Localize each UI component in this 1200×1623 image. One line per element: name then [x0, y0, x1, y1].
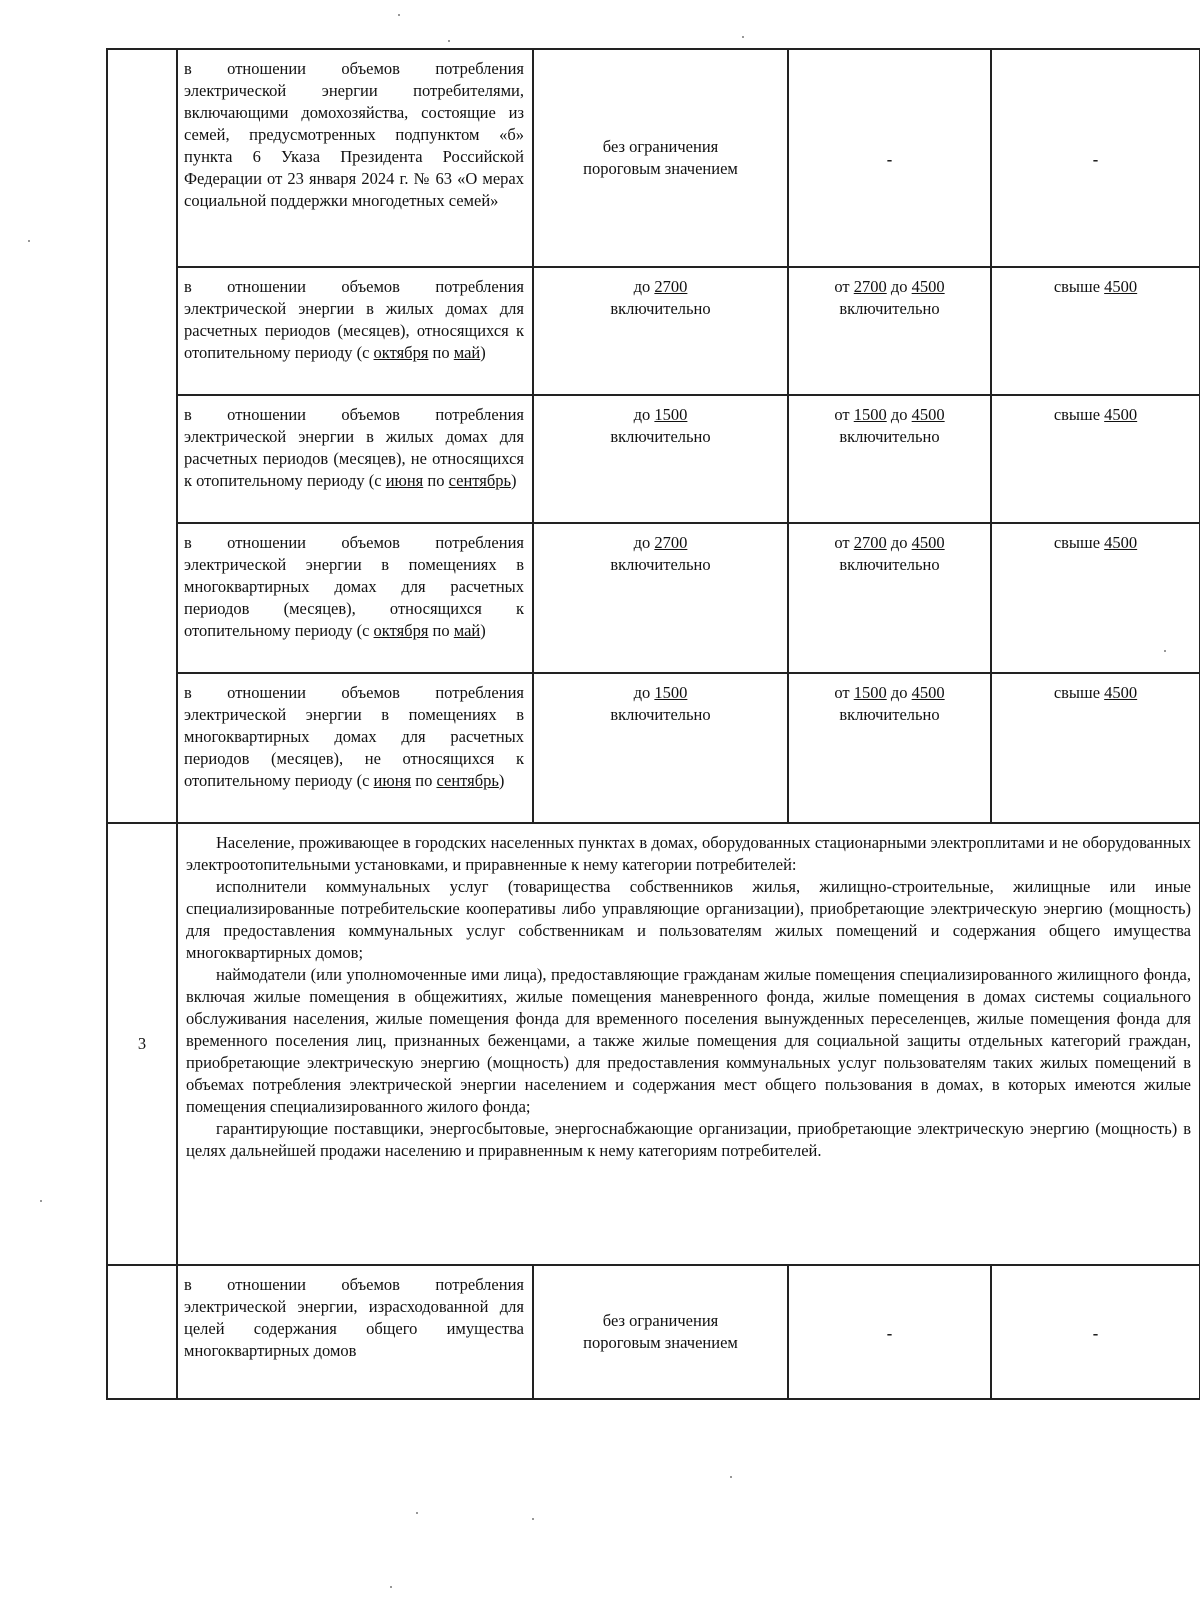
range-2-cell: от 1500 до 4500 включительно: [788, 395, 991, 523]
range-2-cell: от 1500 до 4500 включительно: [788, 673, 991, 823]
range-3-cell: -: [991, 49, 1200, 267]
range-1-cell: до 2700 включительно: [533, 267, 788, 395]
paragraph: исполнители коммунальных услуг (товарищества собственников жилья, жилищно-строительные, жилищные или иные специализированные потребительские кооперативы либо управляющие организации), приобретающие электрическую энергию (мощность) для предоставления коммунальных услуг собственникам и пользователям жилых помещений и содержания общего имущества многоквартирных домов;: [186, 877, 1191, 962]
table-row: [107, 673, 1200, 823]
table-row: [107, 395, 1200, 523]
scan-speck: [730, 1476, 732, 1478]
range-3-cell: свыше 4500: [991, 267, 1200, 395]
consumption-description: в отношении объемов потребления электрической энергии в помещениях в многоквартирных домах для расчетных периодов (месяцев), не относящихся к отопительному периоду (с июня по сентябрь): [177, 673, 533, 823]
range-3-cell: свыше 4500: [991, 523, 1200, 673]
consumption-description: в отношении объемов потребления электрической энергии в помещениях в многоквартирных домах для расчетных периодов (месяцев), относящихся к отопительному периоду (с октября по май): [177, 523, 533, 673]
range-1-cell: без ограничения пороговым значением: [533, 1265, 788, 1399]
range-3-cell: свыше 4500: [991, 395, 1200, 523]
range-3-cell: -: [991, 1265, 1200, 1399]
table-row: [107, 1265, 1200, 1399]
range-1-cell: до 1500 включительно: [533, 673, 788, 823]
range-1-cell: до 2700 включительно: [533, 523, 788, 673]
range-1-cell: без ограничения пороговым значением: [533, 49, 788, 267]
row-number-cell: 3: [107, 823, 177, 1265]
row-number-cell: [107, 49, 177, 823]
consumption-description: в отношении объемов потребления электрической энергии, израсходованной для целей содержания общего имущества многоквартирных домов: [177, 1265, 533, 1399]
scan-speck: [398, 14, 400, 16]
scan-speck: [28, 240, 30, 242]
scan-speck: [390, 1586, 392, 1588]
section-3-description: [177, 823, 1200, 1265]
range-3-cell: свыше 4500: [991, 673, 1200, 823]
table-row: [107, 523, 1200, 673]
paragraph: наймодатели (или уполномоченные ими лица), предоставляющие гражданам жилые помещения специализированного жилищного фонда, включая жилые помещения в общежитиях, жилые помещения маневренного фонда, жилые помещения в домах системы социального обслуживания населения, жилые помещения фонда для временного поселения вынужденных переселенцев, жилые помещения фонда для временного поселения лиц, признанных беженцами, а также жилые помещения для социальной защиты отдельных категорий граждан, приобретающие электрическую энергию (мощность) для предоставления коммунальных услуг пользователям таких жилых помещений в объемах потребления электрической энергии населением и содержания мест общего пользования в домах, в которых имеются жилые помещения специализированного жилого фонда;: [186, 965, 1191, 1116]
scan-speck: [416, 1512, 418, 1514]
range-1-cell: до 1500 включительно: [533, 395, 788, 523]
table-row: [107, 49, 1200, 267]
row-number-cell: [107, 1265, 177, 1399]
tariff-table: [106, 48, 1200, 1400]
paragraph: гарантирующие поставщики, энергосбытовые, энергоснабжающие организации, приобретающие электрическую энергию (мощность) в целях дальнейшей продажи населению и приравненным к нему категориям потребителей.: [186, 1119, 1191, 1160]
scan-speck: [448, 40, 450, 42]
range-2-cell: от 2700 до 4500 включительно: [788, 523, 991, 673]
table-row: [107, 267, 1200, 395]
scan-speck: [742, 36, 744, 38]
scan-speck: [40, 1200, 42, 1202]
consumption-description: в отношении объемов потребления электрической энергии в жилых домах для расчетных периодов (месяцев), не относящихся к отопительному периоду (с июня по сентябрь): [177, 395, 533, 523]
range-2-cell: -: [788, 1265, 991, 1399]
paragraph: Население, проживающее в городских населенных пунктах в домах, оборудованных стационарными электроплитами и не оборудованных электроотопительными установками, и приравненные к нему категории потребителей:: [186, 833, 1191, 874]
consumption-description: в отношении объемов потребления электрической энергии в жилых домах для расчетных периодов (месяцев), относящихся к отопительному периоду (с октября по май): [177, 267, 533, 395]
scan-speck: [532, 1518, 534, 1520]
range-2-cell: от 2700 до 4500 включительно: [788, 267, 991, 395]
scan-speck: [1164, 650, 1166, 652]
table-row: [107, 823, 1200, 1265]
consumption-description: в отношении объемов потребления электрической энергии потребителями, включающими домохозяйства, состоящие из семей, предусмотренных подпунктом «б» пункта 6 Указа Президента Российской Федерации от 23 января 2024 г. № 63 «О мерах социальной поддержки многодетных семей»: [177, 49, 533, 267]
range-2-cell: -: [788, 49, 991, 267]
